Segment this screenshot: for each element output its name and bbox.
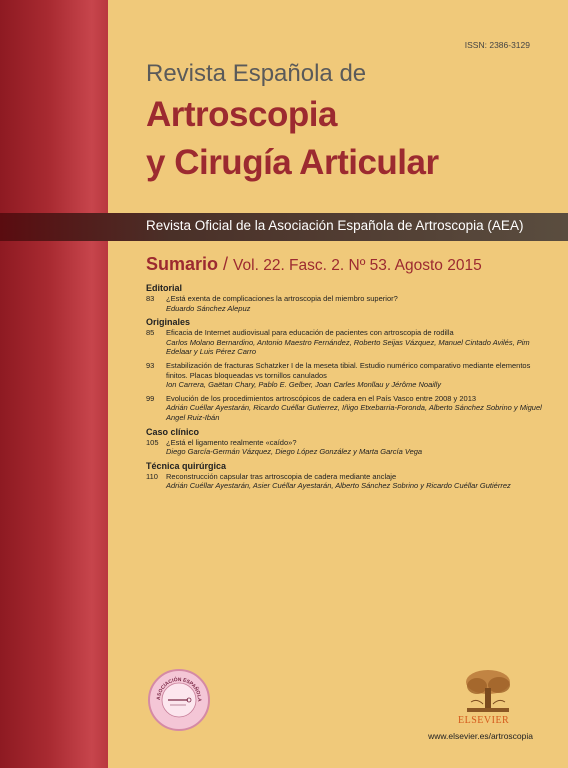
toc-page: 110 bbox=[146, 471, 158, 481]
toc-entry[interactable] bbox=[146, 394, 546, 423]
toc-title: Eficacia de Internet audiovisual para educación de pacientes con artroscopia de rodilla bbox=[166, 328, 454, 338]
toc-section-title: Caso clínico bbox=[146, 426, 200, 437]
toc-entry[interactable] bbox=[146, 361, 546, 390]
elsevier-tree-icon bbox=[457, 668, 519, 714]
toc-page: 93 bbox=[146, 360, 155, 370]
toc-page: 85 bbox=[146, 328, 155, 338]
journal-title-line2: y Cirugía Articular bbox=[146, 143, 439, 182]
issue-info: Vol. 22. Fasc. 2. Nº 53. Agosto 2015 bbox=[233, 257, 482, 274]
sumario-heading bbox=[146, 254, 482, 275]
toc-section-title: Originales bbox=[146, 317, 191, 328]
band-text: Revista Oficial de la Asociación Española de Artroscopia (AEA) bbox=[146, 218, 524, 233]
toc-section-title: Editorial bbox=[146, 283, 183, 293]
toc-entry[interactable] bbox=[146, 438, 546, 457]
association-seal-icon bbox=[148, 669, 210, 731]
toc-title: ¿Está el ligamento realmente «caído»? bbox=[166, 437, 297, 447]
toc-authors: Carlos Molano Bernardino, Antonio Maestro Fernández, Roberto Seijas Vázquez, Manuel Cintado Avilés, Pim Edelaar y Luis Pérez Carro bbox=[166, 337, 530, 357]
toc-title: Estabilización de fracturas Schatzker I de la meseta tibial. Estudio numérico comparativo mediante elementos finitos. Placas bloqueadas vs tornillos canulados bbox=[166, 360, 531, 380]
toc-title: Reconstrucción capsular tras artroscopia de cadera mediante anclaje bbox=[166, 471, 397, 481]
toc-authors: Ion Carrera, Gaëtan Chary, Pablo E. Gelber, Joan Carles Monllau y Jérôme Noailly bbox=[166, 380, 441, 390]
sumario-label: Sumario bbox=[146, 254, 219, 274]
toc-authors: Adrián Cuéllar Ayestarán, Asier Cuéllar Ayestarán, Alberto Sánchez Sobrino y Ricardo Cuéllar Gutiérrez bbox=[166, 481, 511, 491]
left-color-bar bbox=[0, 0, 108, 768]
toc-entry[interactable] bbox=[146, 472, 546, 491]
issn: ISSN: 2386-3129 bbox=[464, 40, 530, 50]
journal-subtitle: Revista Española de bbox=[146, 60, 367, 87]
table-of-contents bbox=[146, 280, 546, 495]
sumario-slash: / bbox=[218, 254, 234, 274]
toc-title: Evolución de los procedimientos artroscópicos de cadera en el País Vasco entre 2008 y 2013 bbox=[166, 393, 477, 403]
toc-page: 105 bbox=[146, 437, 159, 447]
toc-page: 99 bbox=[146, 393, 155, 403]
toc-page: 83 bbox=[146, 294, 155, 303]
toc-entry[interactable] bbox=[146, 328, 546, 357]
publisher-name: ELSEVIER bbox=[458, 715, 510, 726]
seal-text: ASOCIACIÓN ESPAÑOLA bbox=[155, 676, 203, 702]
journal-url[interactable]: www.elsevier.es/artroscopia bbox=[428, 731, 533, 741]
toc-title: ¿Está exenta de complicaciones la artroscopia del miembro superior? bbox=[166, 294, 398, 303]
toc-authors: Diego García-Germán Vázquez, Diego López González y Marta García Vega bbox=[166, 447, 423, 457]
toc-entry[interactable] bbox=[146, 294, 546, 313]
journal-title-line1: Artroscopia bbox=[146, 95, 337, 134]
toc-section-title: Técnica quirúrgica bbox=[146, 460, 227, 471]
toc-authors: Eduardo Sánchez Alepuz bbox=[166, 303, 251, 313]
toc-authors: Adrián Cuéllar Ayestarán, Ricardo Cuéllar Gutierrez, Iñigo Etxebarria-Foronda, Alberto Sánchez Sobrino y Miguel Angel Ruiz-Ibán bbox=[166, 403, 542, 422]
